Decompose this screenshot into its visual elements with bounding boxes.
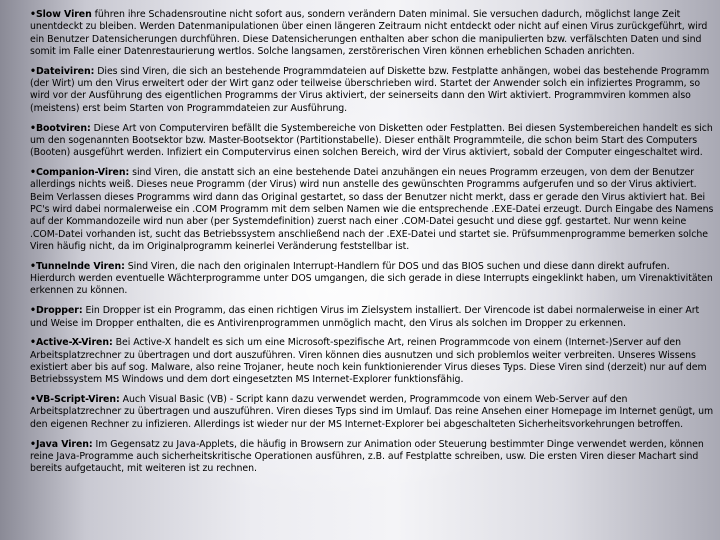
paragraph-active-x-viren bbox=[30, 337, 714, 386]
paragraph-bootviren bbox=[30, 123, 714, 160]
term-slow-viren: •Slow Viren bbox=[30, 9, 92, 20]
text-active-x-viren: Bei Active-X handelt es sich um eine Microsoft-spezifische Art, reinen Programmcode von einem (Internet-)Server auf den Arbeitsplatzrechner zu übertragen und dort auszuführen. Viren können dies ausnutzen und sich problemlos weiter verbreiten. Unseres Wissens existiert aber bis auf sog. Malware, also reine Trojaner, heute noch kein funktionierender Virus dieses Typs. Diese Viren sind (derzeit) nur auf dem Betriebssystem MS Windows und dem dort eingesetzten MS Internet-Explorer funktionsfähig. bbox=[30, 337, 707, 386]
text-bootviren: Diese Art von Computerviren befällt die Systembereiche von Disketten oder Festplatten. Bei diesen Systembereichen handelt es sich um den sogenannten Bootsektor bzw. Master-Bootsektor (Partitionstabelle). Dieser enthält Programmteile, die schon beim Start des Computers (Booten) ausgeführt werden. Infiziert ein Computervirus einen solchen Bereich, wird der Virus aktiviert, sobald der Computer eingeschaltet wird. bbox=[30, 122, 713, 159]
text-tunnelnde-viren: Sind Viren, die nach den originalen Interrupt-Handlern für DOS und das BIOS suchen und diese dann direkt aufrufen. Hierdurch werden eventuelle Wächterprogramme unter DOS umgangen, die sich gerade in diese Interrupts eingeklinkt haben, um Virenaktivitäten erkennen zu können. bbox=[30, 260, 713, 297]
paragraph-companion-viren bbox=[30, 167, 714, 253]
term-tunnelnde-viren: •Tunnelnde Viren: bbox=[30, 260, 125, 272]
paragraph-dateiviren bbox=[30, 66, 714, 115]
paragraph-tunnelnde-viren bbox=[30, 261, 714, 298]
term-vb-script-viren: •VB-Script-Viren: bbox=[30, 394, 120, 406]
term-companion-viren: •Companion-Viren: bbox=[30, 167, 130, 179]
term-dropper: •Dropper: bbox=[30, 305, 83, 317]
document-body bbox=[30, 9, 714, 483]
paragraph-dropper bbox=[30, 305, 714, 330]
text-slow-viren: führen ihre Schadensroutine nicht sofort aus, sondern verändern Daten minimal. Sie versuchen dadurch, möglichst lange Zeit unentdeckt zu bleiben. Werden Datenmanipulationen über einen längeren Zeitraum nicht entdeckt oder nicht auf einen Virus zurückgeführt, wird ein Benutzer Datensicherungen durchführen. Diese Datensicherungen enthalten aber schon die manipulierten bzw. verfälschten Daten und sind somit im Falle einer Datenrestaurierung wertlos. Solche langsamen, zerstörerischen Viren können erheblichen Schaden anrichten. bbox=[30, 9, 708, 57]
text-companion-viren: sind Viren, die anstatt sich an eine bestehende Datei anzuhängen ein neues Programm erzeugen, von dem der Benutzer allerdings nichts weiß. Dieses neue Programm (der Virus) wird nun anstelle des gewünschten Programms aufgerufen und so der Virus aktiviert. Beim Verlassen dieses Programms wird dann das Original gestartet, so dass der Benutzer nicht merkt, dass er gerade den Virus aktiviert hat. Bei PC's wird dabei normalerweise ein .COM Programm mit dem selben Namen wie die entsprechende .EXE-Datei erzeugt. Durch Eingabe des Namens auf der Kommandozeile wird nun aber (per Systemdefinition) zuerst nach einer .COM-Datei gesucht und diese ggf. gestartet. Nur wenn keine .COM-Datei vorhanden ist, sucht das Betriebssystem anschließend nach der .EXE-Datei und startet sie. Prüfsummenprogramme bemerken solche Viren häufig nicht, da im Originalprogramm keinerlei Veränderung feststellbar ist. bbox=[30, 167, 714, 252]
paragraph-slow-viren bbox=[30, 9, 714, 58]
paragraph-java-viren bbox=[30, 439, 714, 476]
text-java-viren: Im Gegensatz zu Java-Applets, die häufig in Browsern zur Animation oder Steuerung bestimmter Dinge verwendet werden, können reine Java-Programme auch sicherheitskritische Operationen ausführen, z.B. auf Festplatte schreiben, usw. Die ersten Viren dieser Machart sind bereits aufgetaucht, mit weiteren ist zu rechnen. bbox=[30, 438, 704, 475]
text-vb-script-viren: Auch Visual Basic (VB) - Script kann dazu verwendet werden, Programmcode von einem Web-Server auf den Arbeitsplatzrechner zu übertragen und auszuführen. Viren dieses Typs sind im Umlauf. Das reine Ansehen einer Homepage im Internet genügt, um den eigenen Rechner zu infizieren. Allerdings ist wieder nur der MS Internet-Explorer bei abgeschalteten Sicherheitsvorkehrungen betroffen. bbox=[30, 394, 714, 430]
term-dateiviren: •Dateiviren: bbox=[30, 65, 95, 77]
term-active-x-viren: •Active-X-Viren: bbox=[30, 337, 113, 349]
paragraph-vb-script-viren bbox=[30, 394, 714, 431]
text-dateiviren: Dies sind Viren, die sich an bestehende Programmdateien auf Diskette bzw. Festplatte anhängen, wobei das bestehende Programm (der Wirt) um den Virus erweitert oder der Wirt ganz oder teilweise überschrieben wird. Startet der Anwender solch ein infiziertes Programm, so wird vor der Ausführung des eigentlichen Programms der Virus aktiviert, der seinerseits dann den Wirt aktiviert. Programmviren kommen also (meistens) erst beim Starten von Programmdateien zur Ausführung. bbox=[30, 65, 710, 114]
term-java-viren: •Java Viren: bbox=[30, 438, 93, 450]
text-dropper: Ein Dropper ist ein Programm, das einen richtigen Virus im Zielsystem installiert. Der Virencode ist dabei normalerweise in einer Art und Weise im Dropper enthalten, die es Antivirenprogrammen unmöglich macht, den Virus als solchen im Dropper zu erkennen. bbox=[30, 305, 700, 329]
term-bootviren: •Bootviren: bbox=[30, 122, 91, 134]
